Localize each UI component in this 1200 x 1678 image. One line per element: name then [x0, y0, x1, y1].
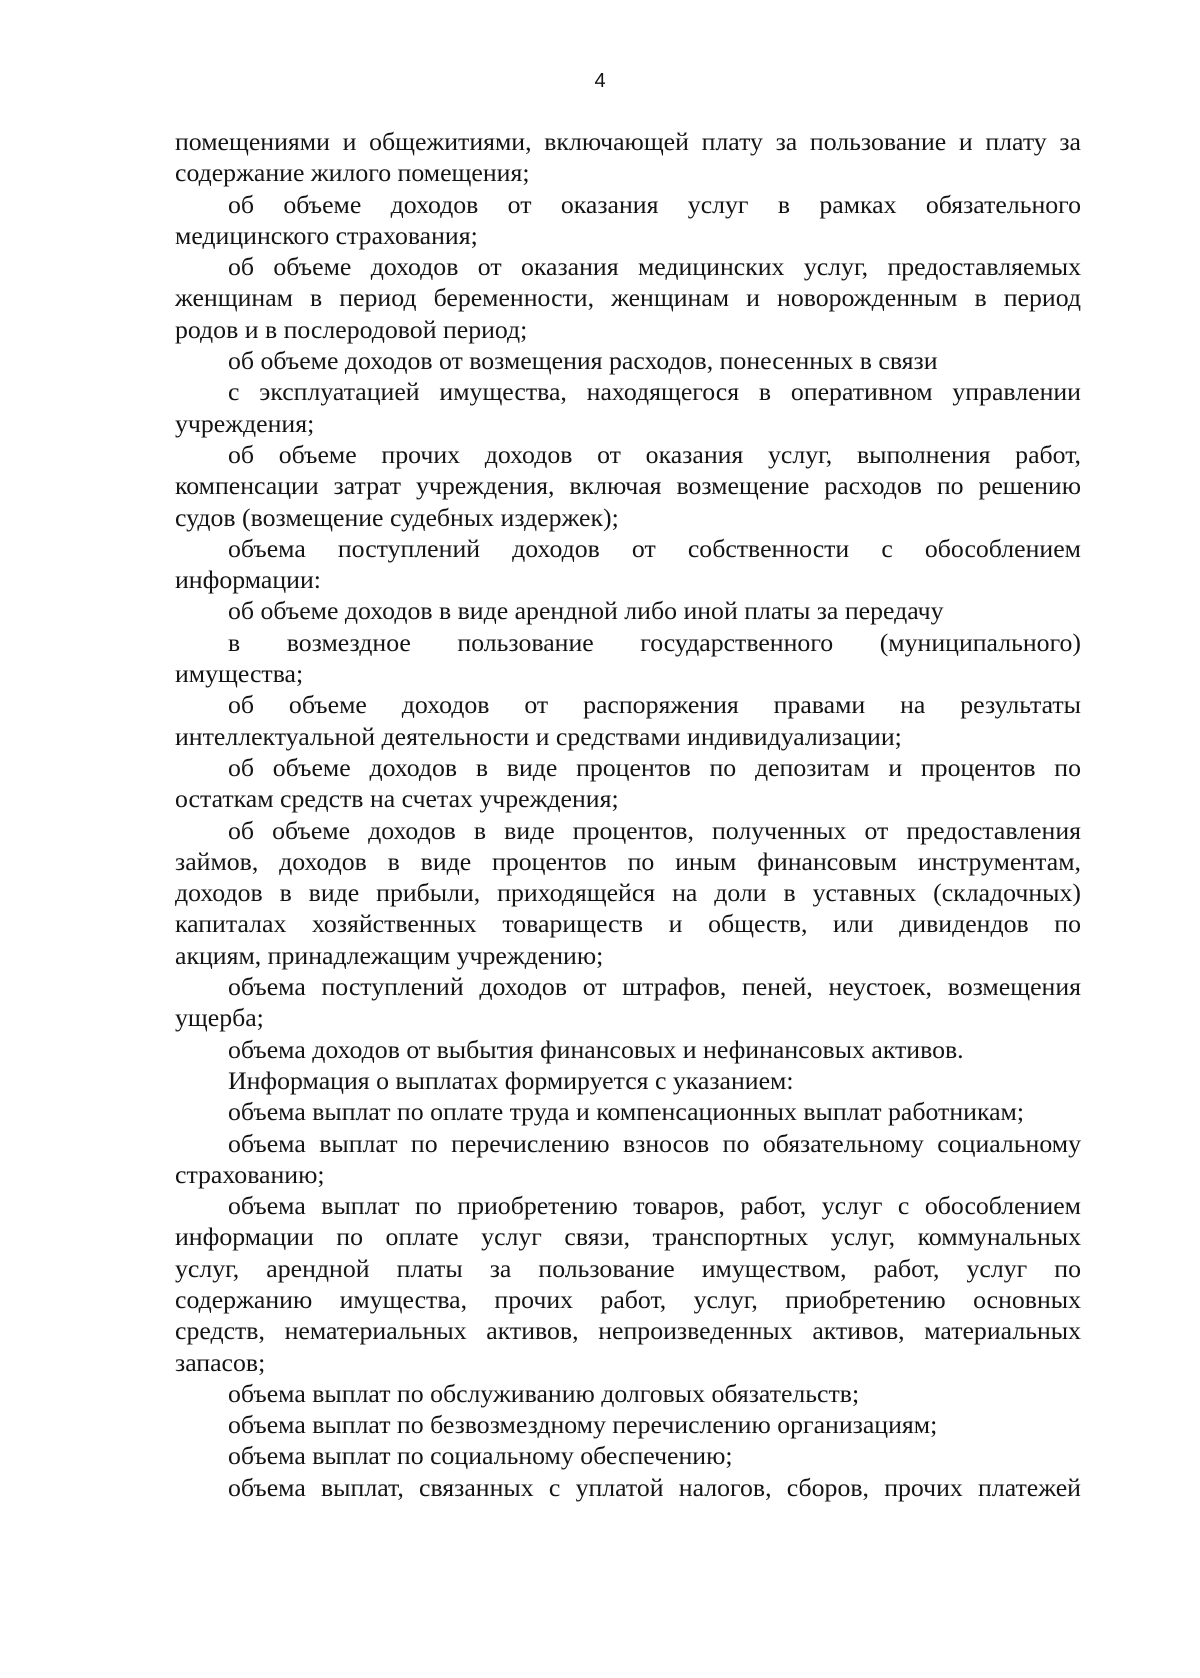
text-line: об объеме доходов в виде арендной либо иной платы за передачу: [228, 596, 944, 626]
text-line: объема выплат по социальному обеспечению;: [228, 1441, 733, 1471]
text-line: об объеме доходов в виде процентов, полученных от предоставления: [228, 815, 1081, 845]
text-line: об объеме доходов от распоряжения правами на результаты: [228, 690, 1081, 720]
text-line: об объеме прочих доходов от оказания услуг, выполнения работ,: [228, 439, 1081, 469]
text-line: доходов в виде прибыли, приходящейся на доли в уставных (складочных): [175, 878, 1081, 908]
text-line: объема выплат по перечислению взносов по обязательному социальному: [228, 1128, 1081, 1158]
text-line: объема выплат по приобретению товаров, работ, услуг с обособлением: [228, 1191, 1081, 1221]
text-line: средств, нематериальных активов, непроизведенных активов, материальных: [175, 1316, 1081, 1346]
text-line: объема выплат, связанных с уплатой налогов, сборов, прочих платежей: [228, 1472, 1081, 1502]
text-line: объема доходов от выбытия финансовых и нефинансовых активов.: [228, 1034, 964, 1064]
text-line: судов (возмещение судебных издержек);: [175, 502, 619, 532]
text-line: об объеме доходов от возмещения расходов, понесенных в связи: [228, 346, 938, 376]
text-line: ущерба;: [175, 1003, 264, 1033]
text-line: акциям, принадлежащим учреждению;: [175, 940, 604, 970]
text-line: интеллектуальной деятельности и средствами индивидуализации;: [175, 721, 902, 751]
text-line: женщинам в период беременности, женщинам и новорожденным в период: [175, 283, 1081, 313]
text-line: объема выплат по безвозмездному перечислению организациям;: [228, 1410, 938, 1440]
text-line: медицинского страхования;: [175, 220, 478, 250]
text-line: запасов;: [175, 1347, 266, 1377]
text-line: в возмездное пользование государственного (муниципального): [228, 627, 1081, 657]
text-line: компенсации затрат учреждения, включая возмещение расходов по решению: [175, 471, 1081, 501]
text-line: Информация о выплатах формируется с указанием:: [228, 1065, 794, 1095]
text-line: содержание жилого помещения;: [175, 158, 530, 188]
text-line: объема выплат по обслуживанию долговых обязательств;: [228, 1378, 860, 1408]
text-line: родов и в послеродовой период;: [175, 314, 528, 344]
text-line: страхованию;: [175, 1159, 325, 1189]
text-line: капиталах хозяйственных товариществ и обществ, или дивидендов по: [175, 909, 1081, 939]
text-line: об объеме доходов от оказания медицинских услуг, предоставляемых: [228, 252, 1081, 282]
text-line: имущества;: [175, 659, 304, 689]
body-text: [175, 126, 1081, 1503]
text-line: помещениями и общежитиями, включающей плату за пользование и плату за: [175, 127, 1081, 156]
text-line: с эксплуатацией имущества, находящегося в оперативном управлении: [228, 377, 1081, 407]
page-number: 4: [594, 70, 606, 92]
text-line: содержанию имущества, прочих работ, услуг, приобретению основных: [175, 1284, 1081, 1314]
text-line: остаткам средств на счетах учреждения;: [175, 784, 619, 814]
text-line: объема поступлений доходов от собственности с обособлением: [228, 533, 1081, 563]
text-line: объема выплат по оплате труда и компенсационных выплат работникам;: [228, 1097, 1025, 1127]
text-line: займов, доходов в виде процентов по иным финансовым инструментам,: [175, 846, 1081, 876]
text-line: объема поступлений доходов от штрафов, пеней, неустоек, возмещения: [228, 972, 1081, 1002]
text-line: информации:: [175, 565, 321, 595]
text-line: об объеме доходов от оказания услуг в рамках обязательного: [228, 189, 1081, 219]
text-line: об объеме доходов в виде процентов по депозитам и процентов по: [228, 752, 1081, 782]
text-line: услуг, арендной платы за пользование имуществом, работ, услуг по: [175, 1253, 1081, 1283]
text-line: учреждения;: [175, 408, 315, 438]
text-line: информации по оплате услуг связи, транспортных услуг, коммунальных: [175, 1222, 1081, 1252]
